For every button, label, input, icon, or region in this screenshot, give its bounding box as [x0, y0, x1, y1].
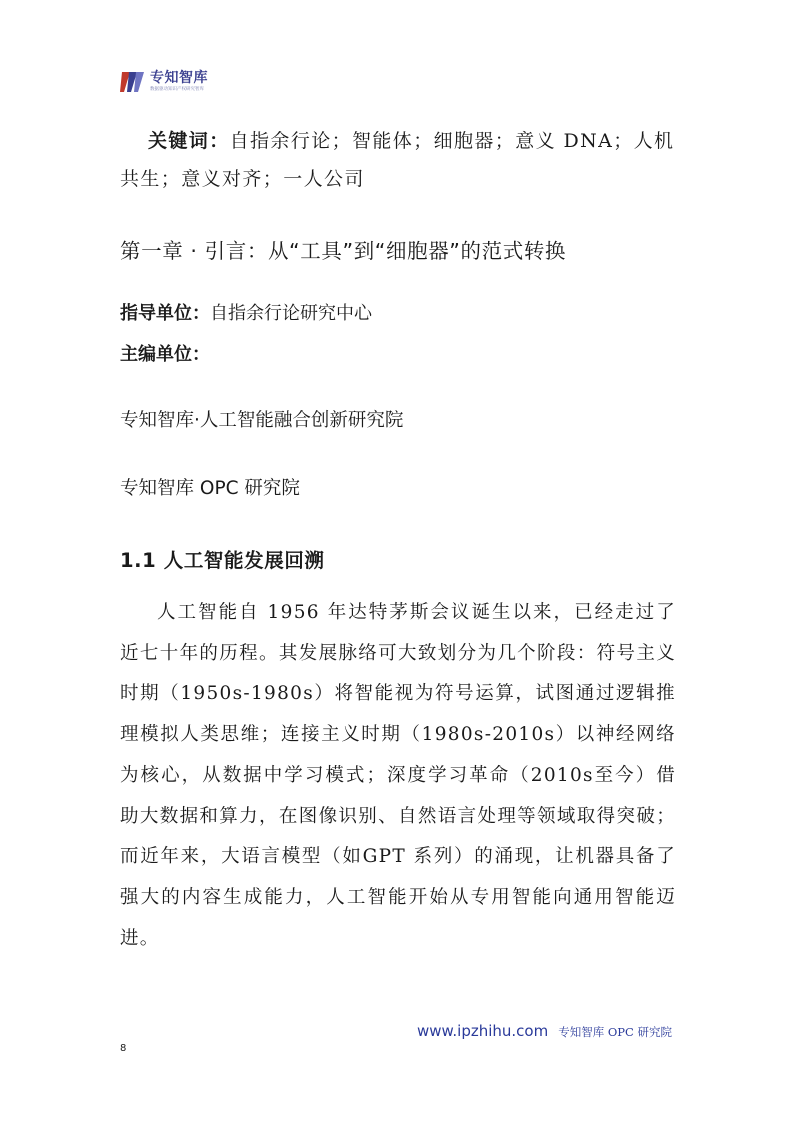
logo-name: 专知智库 [150, 70, 208, 87]
logo-text [150, 71, 208, 93]
zhizhi-logo-icon [120, 70, 146, 94]
section-body-paragraph: 人工智能自 1956 年达特茅斯会议诞生以来，已经走过了近七十年的历程。其发展脉络可大致划分为几个阶段：符号主义时期（1950s-1980s）将智能视为符号运算，试图通过逻辑推理模拟人类思维；连接主义时期（1980s-2010s）以神经网络为核心，从数据中学习模式；深度学习革命（2010s至今）借助大数据和算力，在图像识别、自然语言处理等领域取得突破；而近年来，大语言模型（如GPT 系列）的涌现，让机器具备了强大的内容生成能力，人工智能开始从专用智能向通用智能迈进。 [120, 602, 676, 949]
section-title: 1.1 人工智能发展回溯 [120, 549, 325, 572]
guide-unit-value: 自指余行论研究中心 [210, 303, 372, 324]
logo-subtitle: 数据驱动知识产权研究智库 [150, 87, 204, 93]
page-footer [417, 1022, 672, 1040]
editor-unit-label: 主编单位： [120, 344, 210, 365]
keywords-text: 自指余行论；智能体；细胞器；意义 DNA；人机共生；意义对齐；一人公司 [120, 130, 675, 190]
page-number: 8 [120, 1043, 127, 1054]
chapter-title: 第一章 · 引言：从“工具”到“细胞器”的范式转换 [120, 239, 567, 263]
footer-org: 专知智库 OPC 研究院 [558, 1025, 672, 1039]
organization-1: 专知智库·人工智能融合创新研究院 [120, 410, 404, 431]
guide-unit-line [120, 299, 372, 325]
keywords-label: 关键词： [148, 130, 230, 152]
keywords-paragraph [120, 122, 680, 198]
editor-unit-line [120, 340, 210, 366]
header-logo [120, 70, 208, 94]
organization-2: 专知智库 OPC 研究院 [120, 478, 300, 499]
guide-unit-label: 指导单位： [120, 303, 210, 324]
footer-url-link[interactable]: www.ipzhihu.com [416, 1022, 549, 1040]
